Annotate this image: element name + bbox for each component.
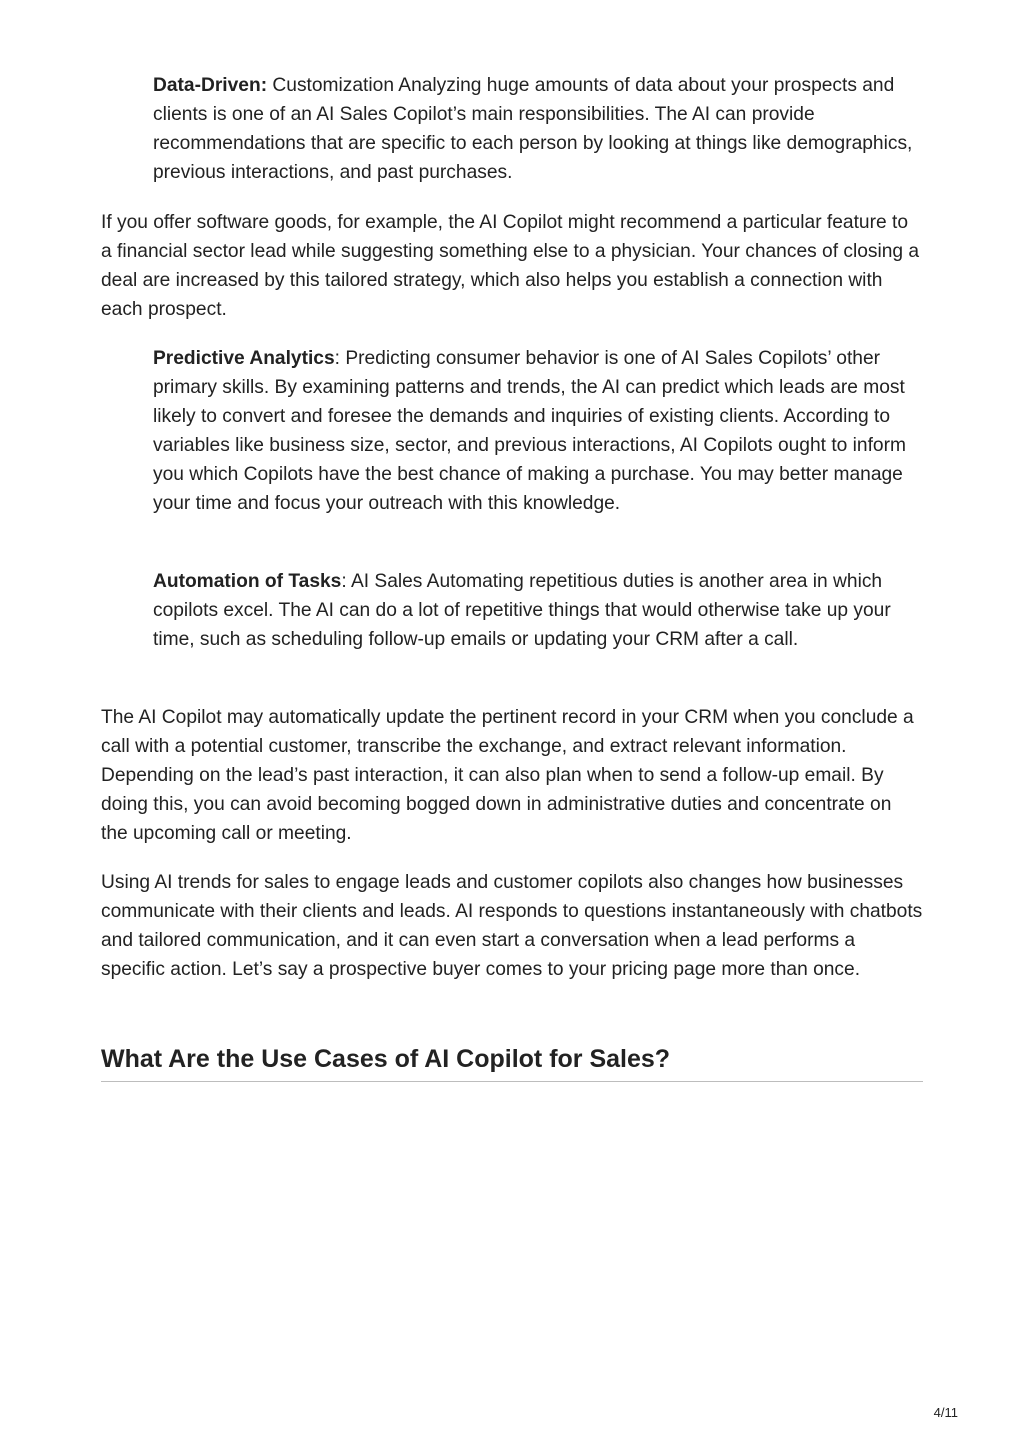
paragraph-text: If you offer software goods, for example, the AI Copilot might recommend a particular feature to a financial sector lead while suggesting something else to a physician. Your chances of closing a deal are increased by this tailored strategy, which also helps you establish a connection with each prospect. (101, 212, 920, 320)
paragraph-data-driven (153, 71, 923, 187)
paragraph-ai-trends (101, 868, 923, 984)
paragraph-label: Predictive Analytics (153, 348, 335, 369)
heading-divider (101, 1081, 923, 1082)
paragraph-label: Automation of Tasks (153, 571, 342, 592)
page-number: 4/11 (933, 1405, 958, 1420)
section-heading: What Are the Use Cases of AI Copilot for Sales? (101, 1045, 671, 1073)
paragraph-automation-of-tasks (153, 567, 923, 654)
paragraph-label: Data-Driven: (153, 75, 268, 96)
paragraph-text: : AI Sales Automating repetitious duties is another area in which copilots excel. The AI can do a lot of repetitive things that would otherwise take up your time, such as scheduling follow-up emails or updating your CRM after a call. (153, 571, 891, 650)
paragraph-text: Using AI trends for sales to engage leads and customer copilots also changes how businesses communicate with their clients and leads. AI responds to questions instantaneously with chatbots and tailored communication, and it can even start a conversation when a lead performs a specific action. Let’s say a prospective buyer comes to your pricing page more than once. (101, 872, 923, 980)
paragraph-software-example (101, 208, 923, 324)
paragraph-text: The AI Copilot may automatically update the pertinent record in your CRM when you conclude a call with a potential customer, transcribe the exchange, and extract relevant information. Depending on the lead’s past interaction, it can also plan when to send a follow-up email. By doing this, you can avoid becoming bogged down in administrative duties and concentrate on the upcoming call or meeting. (101, 707, 914, 844)
paragraph-text: Customization Analyzing huge amounts of data about your prospects and clients is one of an AI Sales Copilot’s main responsibilities. The AI can provide recommendations that are specific to each person by looking at things like demographics, previous interactions, and past purchases. (153, 75, 913, 183)
paragraph-text: : Predicting consumer behavior is one of AI Sales Copilots’ other primary skills. By examining patterns and trends, the AI can predict which leads are most likely to convert and foresee the demands and inquiries of existing clients. According to variables like business size, sector, and previous interactions, AI Copilots ought to inform you which Copilots have the best chance of making a purchase. You may better manage your time and focus your outreach with this knowledge. (153, 348, 906, 514)
paragraph-crm-update (101, 703, 923, 848)
paragraph-predictive-analytics (153, 344, 923, 518)
